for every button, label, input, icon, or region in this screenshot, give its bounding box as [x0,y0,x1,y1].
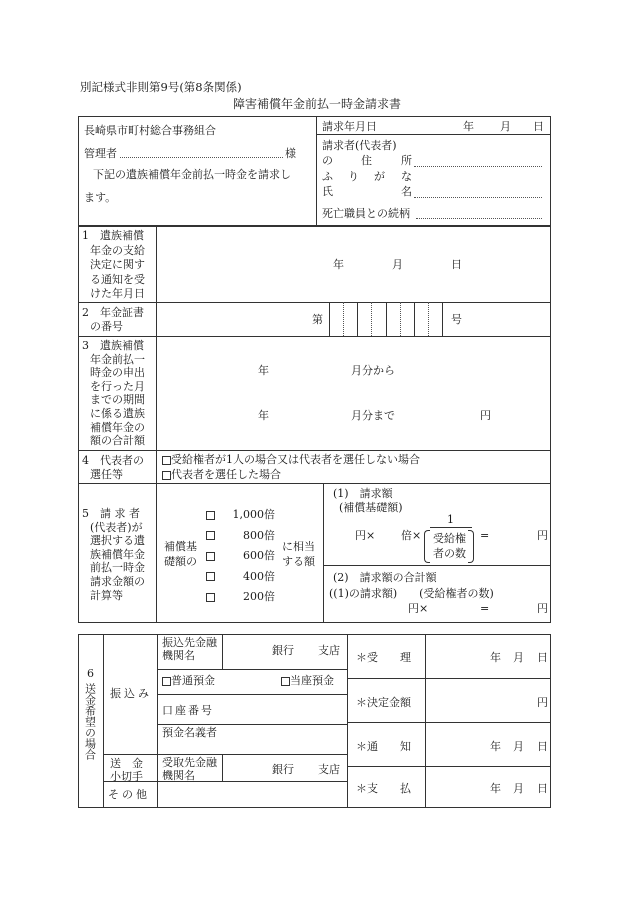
row1-month: 月 [392,258,403,271]
name-line[interactable] [414,197,542,198]
option-representative[interactable]: 代表者を選任した場合 [162,467,420,482]
org-name: 長崎県市町村総合事務組合 [84,124,216,137]
multiplier-options [206,505,275,608]
multiplier-600[interactable]: 600倍 [206,546,275,567]
equiv-label-1: に相当 [282,540,315,553]
recv-bank-label: 受取先金融機関名 [162,756,217,782]
request-text-2: ます。 [84,191,117,204]
account-number-label: 口座番号 [162,704,214,717]
claim-label: (1) 請求額 [333,487,393,500]
row1-year: 年 [333,258,344,271]
bank-shiten: 支店 [318,644,340,657]
option-no-representative[interactable]: 受給権者が1人の場合又は代表者を選任しない場合 [162,452,420,467]
row3-from: 月分から [351,364,395,377]
other-label: その他 [108,788,150,801]
total-equals: = [480,602,490,615]
furi-char-4: な [401,170,412,183]
row3-to: 月分まで [351,409,395,422]
request-text: 下記の遺族補償年金前払一時金を請求し [93,168,291,181]
relation-label: 死亡職員との続柄 [322,207,410,220]
addr-char-1: の [322,154,333,167]
claim-sub: (補償基礎額) [339,501,403,514]
fraction-den-2: 者の数 [433,547,466,560]
decision-yen: 円 [537,696,548,709]
equiv-label-2: する額 [282,555,315,568]
date-year: 年 [463,120,474,133]
row4-label: 4 代表者の 選任等 [82,454,144,481]
furi-char-3: が [374,170,385,183]
check-label: 送 金小切手 [110,757,143,783]
multiplier-200[interactable]: 200倍 [206,587,275,608]
furi-char-2: り [348,170,359,183]
total-formula: ((1)の請求額) (受給権者の数) [329,587,494,600]
payment-label: ＊支 払 [356,782,411,795]
claim-yen-x: 円× [355,529,376,542]
fraction-numerator: 1 [447,513,454,526]
claim-bai-x: 倍× [401,529,422,542]
row3-label: 3 遺族補償 年金前払一 時金の申出 を行った月 までの期間 に係る遺族 補償年金の 額の合計額 [82,339,145,448]
recv-shiten: 支店 [318,763,340,776]
row3-year-from: 年 [258,364,269,377]
section-label: 送金希望の場合 [83,683,97,760]
row3-year-to: 年 [258,409,269,422]
futsu-option[interactable]: 普通預金 [162,675,215,686]
base-label-1: 補償基 [164,540,197,553]
holder-label: 預金名義者 [162,726,217,739]
bank-ginko: 銀行 [272,644,294,657]
row2-go: 号 [451,313,462,326]
fraction-den-1: 受給権 [433,532,466,545]
total-label: (2) 請求額の合計額 [333,571,437,584]
certificate-number-boxes[interactable] [329,302,443,336]
claim-equals: = [480,529,490,542]
total-yen: 円 [537,602,548,615]
furi-char-1: ふ [322,170,333,183]
row2-label: 2 年金証書 の番号 [82,306,144,333]
date-label: 請求年月日 [322,120,377,133]
section-number: 6 [87,667,94,680]
checkbox[interactable] [162,471,171,480]
name-char-2: 名 [401,185,412,198]
row1-day: 日 [451,258,462,271]
form-reference: 別記様式非則第9号(第8条関係) [80,80,242,94]
recv-ginko: 銀行 [272,763,294,776]
addr-char-2: 住 [361,154,372,167]
row3-yen: 円 [480,409,491,422]
manager-name-line[interactable] [120,157,283,158]
name-char-1: 氏 [322,185,333,198]
total-yen-x: 円× [408,602,429,615]
address-line[interactable] [414,166,542,167]
row1-label: 1 遺族補償 年金の支給 決定に関す る通知を受 けた年月日 [82,229,145,300]
checkbox[interactable] [162,456,171,465]
claim-yen: 円 [537,529,548,542]
manager-label: 管理者 [84,147,117,160]
notice-year: 年 [490,740,501,753]
decision-amount-label: ＊決定金額 [356,696,411,709]
row4-options [162,452,420,482]
received-year: 年 [490,651,501,664]
multiplier-800[interactable]: 800倍 [206,526,275,547]
toza-option[interactable]: 当座預金 [281,675,334,686]
notice-label: ＊通 知 [356,740,411,753]
payment-year: 年 [490,782,501,795]
notice-day: 日 [537,740,548,753]
payment-day: 日 [537,782,548,795]
received-month: 月 [513,651,524,664]
payment-month: 月 [513,782,524,795]
received-label: ＊受 理 [356,651,411,664]
multiplier-1000[interactable]: 1,000倍 [206,505,275,526]
base-label-2: 礎額の [164,555,197,568]
multiplier-400[interactable]: 400倍 [206,567,275,588]
form-title: 障害補償年金前払一時金請求書 [233,97,402,111]
date-month: 月 [500,120,511,133]
claimant-label: 請求者(代表者) [322,139,397,152]
sama-label: 様 [285,147,296,160]
addr-char-3: 所 [401,154,412,167]
received-day: 日 [537,651,548,664]
furikomi-label: 振込み [110,687,152,700]
bank-label: 振込先金融機関名 [162,636,217,662]
date-day: 日 [533,120,544,133]
row2-dai: 第 [312,313,323,326]
relation-line[interactable] [416,218,542,219]
row5-label: 5 請 求 者 (代表者)が 選択する遺 族補償年金 前払一時金 請求金額の 計算等 [82,507,145,602]
notice-month: 月 [513,740,524,753]
